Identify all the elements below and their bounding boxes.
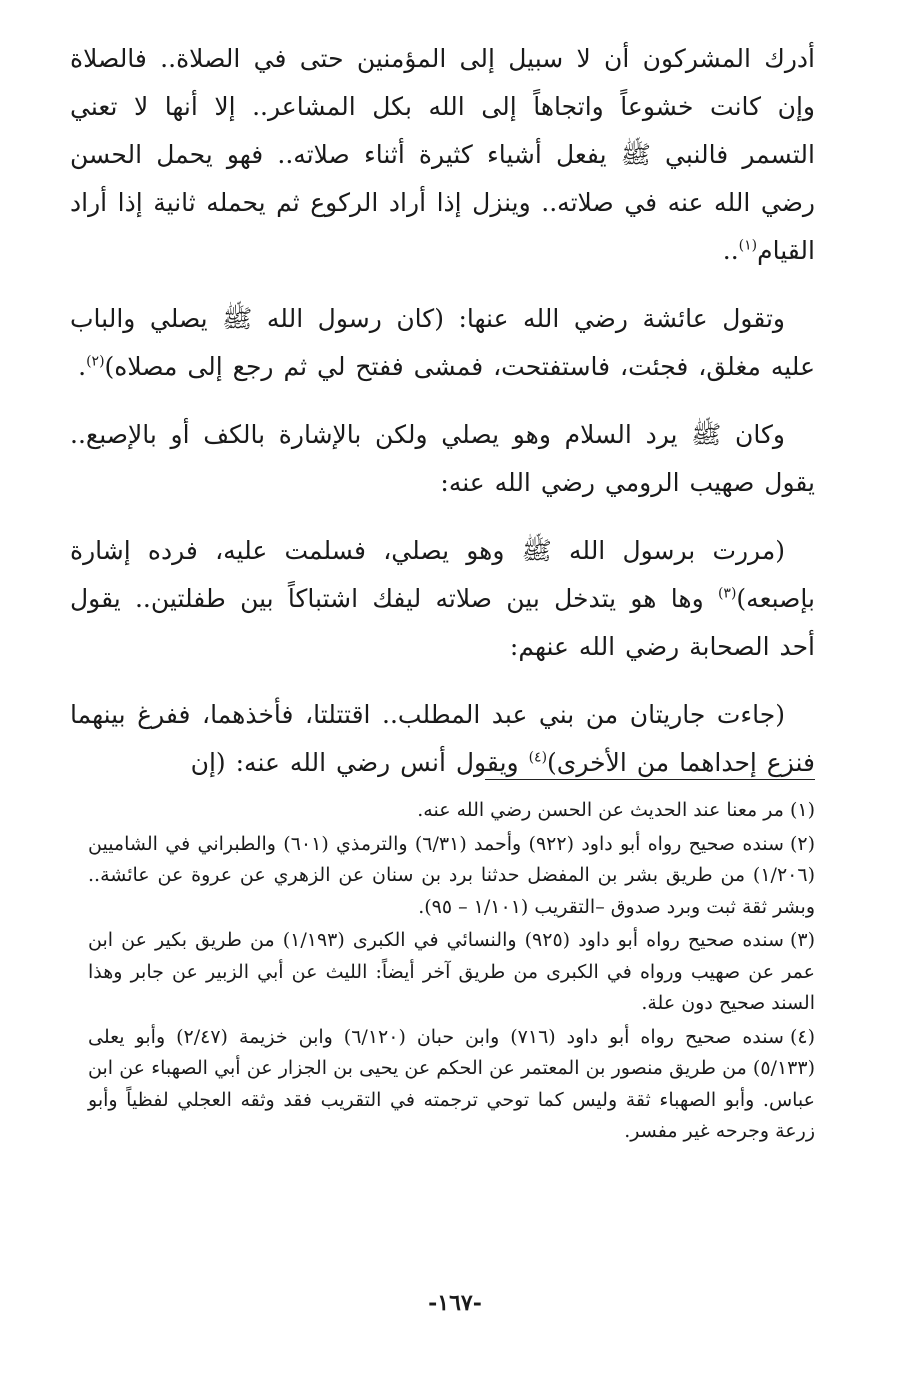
footnote-ref-3: (٣) [717, 585, 737, 602]
footnote-number: (٢) [789, 832, 816, 855]
paragraph-4-tail: وها هو يتدخل بين صلاته ليفك اشتباكاً بين طفلتين.. يقول أحد الصحابة رضي الله عنهم: [70, 584, 815, 661]
paragraph-4-text: (مررت برسول الله ﷺ وهو يصلي، فسلمت عليه، فرده إشارة بإصبعه) [70, 536, 815, 613]
paragraph-5 [70, 691, 815, 787]
paragraph-2-text: وتقول عائشة رضي الله عنها: (كان رسول الله ﷺ يصلي والباب عليه مغلق، فجئت، فاستفتحت، فمشى ففتح لي ثم رجع إلى مصلاه) [70, 304, 815, 381]
footnote-number: (١) [789, 799, 815, 821]
page-number: -١٦٧- [428, 1290, 482, 1316]
footnote-text: سنده صحيح رواه أبو داود (٩٢٥) والنسائي في الكبرى (١/١٩٣) من طريق بكير عن ابن عمر عن صهيب ورواه في الكبرى من طريق آخر أيضاً: الليث عن أبي الزبير عن جابر وهذا السند صحيح دون علة. [88, 929, 815, 1014]
paragraph-2 [70, 295, 815, 391]
paragraph-4 [70, 527, 815, 671]
paragraph-5-tail: ويقول أنس رضي الله عنه: (إن [190, 748, 529, 777]
footnote-3 [88, 925, 815, 1020]
footnote-number: (٤) [789, 1025, 815, 1048]
footnote-ref-4: (٤) [528, 749, 548, 766]
paragraph-2-tail: . [78, 352, 87, 381]
footnote-4 [88, 1022, 815, 1148]
paragraph-1-tail: .. [722, 236, 739, 265]
footnote-separator [485, 779, 815, 780]
footnote-text: مر معنا عند الحديث عن الحسن رضي الله عنه. [417, 799, 784, 821]
footnote-text: سنده صحيح رواه أبو داود (٧١٦) وابن حبان (٦/١٢٠) وابن خزيمة (٢/٤٧) وأبو يعلى (٥/١٣٣) من طريق منصور بن المعتمر عن الحكم عن يحيى بن الجزار عن أبي الصهباء عن ابن عباس. وأبو الصهباء ثقة وليس كما توحي ترجمته في التقريب فقد وثقه العجلي لفظياً وأبو زرعة وجرحه غير مفسر. [88, 1025, 815, 1142]
footnotes [88, 795, 815, 1150]
footnote-ref-2: (٢) [86, 353, 105, 370]
footnote-1 [88, 795, 815, 827]
paragraph-3 [70, 411, 815, 507]
paragraph-3-text: وكان ﷺ يرد السلام وهو يصلي ولكن بالإشارة بالكف أو بالإصبع.. يقول صهيب الرومي رضي الله عنه: [70, 420, 815, 497]
footnote-2 [88, 829, 815, 924]
main-text [70, 35, 815, 807]
paragraph-1-text: أدرك المشركون أن لا سبيل إلى المؤمنين حتى في الصلاة.. فالصلاة وإن كانت خشوعاً واتجاهاً إلى الله بكل المشاعر.. إلا أنها لا تعني التسمر فالنبي ﷺ يفعل أشياء كثيرة أثناء صلاته.. فهو يحمل الحسن رضي الله عنه في صلاته.. وينزل إذا أراد الركوع ثم يحمله ثانية إذا أراد القيام [70, 44, 815, 265]
footnote-ref-1: (١) [738, 237, 758, 254]
paragraph-5-text: (جاءت جاريتان من بني عبد المطلب.. اقتتلتا، فأخذهما، ففرغ بينهما فنزع إحداهما من الأخرى) [70, 700, 815, 777]
paragraph-1 [70, 35, 815, 275]
footnote-number: (٣) [789, 929, 815, 951]
footnote-text: سنده صحيح رواه أبو داود (٩٢٢) وأحمد (٦/٣١) والترمذي (٦٠١) والطبراني في الشاميين (١/٢٠٦) من طريق بشر بن المفضل حدثنا برد بن سنان عن الزهري عن عروة عن عائشة.. وبشر ثقة ثبت وبرد صدوق –التقريب (١/١٠١ – ٩٥). [88, 832, 815, 918]
